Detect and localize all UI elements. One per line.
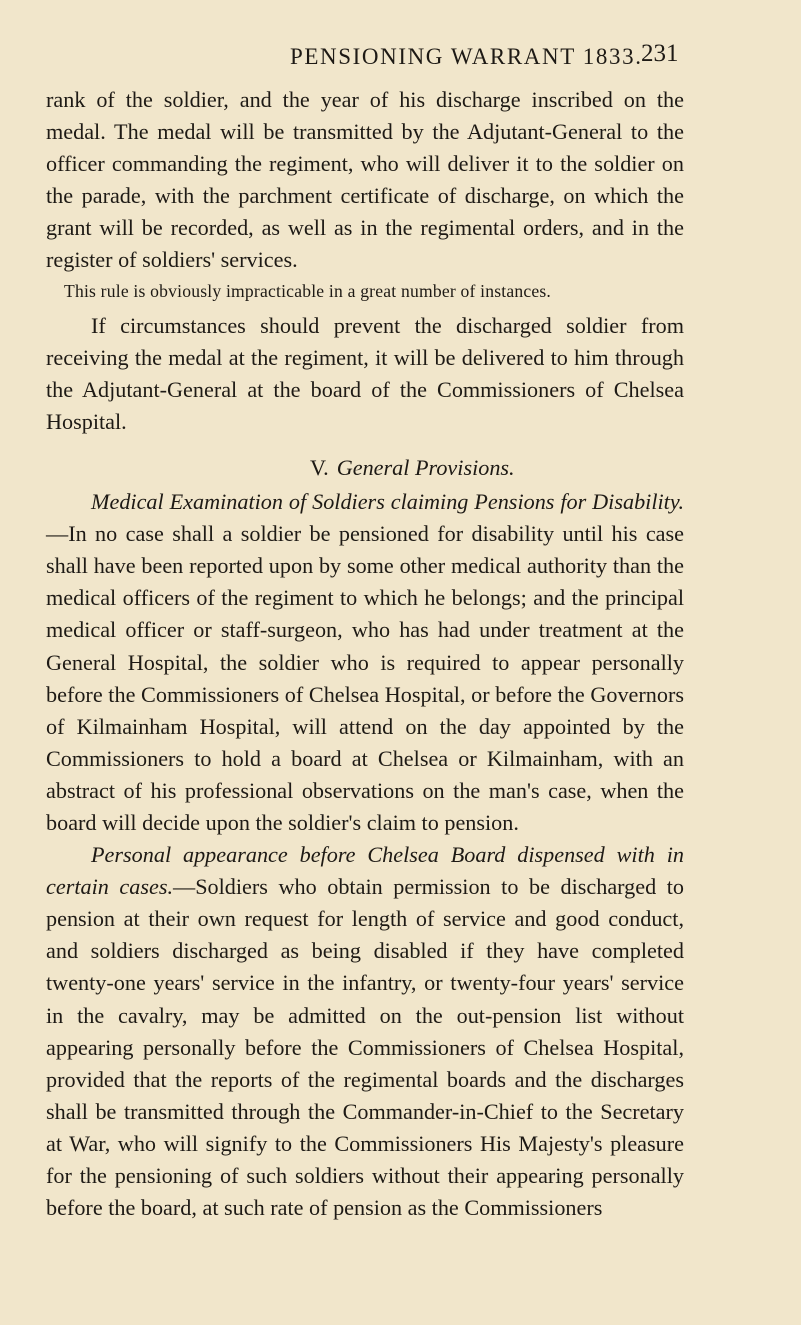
paragraph-medal-fallback: If circumstances should prevent the discharged soldier from receiving the medal at the regiment, it will be delivered to him through the Adjutant-General at the board of the Commissioners of Chelsea Hospital. — [46, 312, 684, 434]
section-heading — [46, 452, 684, 484]
subheading-personal-appearance: Personal appearance before Chelsea Board dispensed with in certain cases. — [46, 842, 684, 900]
em-dash: — — [173, 874, 196, 900]
subheading-medical-examination: Medical Examination of Soldiers claiming Pensions for Disability. — [91, 489, 684, 515]
em-dash: — — [46, 521, 69, 547]
personal-appearance-text: Soldiers who obtain permission to be discharged to pension at their own request for length of service and good conduct, and soldiers discharged as being disabled if they have completed twenty-one years' service in the infantry, or twenty-four years' service in the cavalry, may be admitted on the out-pension list without appearing personally before the Commissioners of Chelsea Hospital, provided that the reports of the regimental boards and the discharges shall be transmitted through the Commander-in-Chief to the Secretary at War, who will signify to the Commissioners His Majesty's pleasure for the pensioning of such soldiers without their appearing personally before the board, at such rate of pension as the Commissioners — [46, 874, 685, 1221]
section-number: V. — [310, 454, 329, 480]
body-text — [46, 84, 684, 1224]
paragraph-personal-appearance — [46, 839, 684, 1224]
footnote-impracticable: This rule is obviously impracticable in a great number of instances. — [64, 280, 552, 301]
medical-examination-text: In no case shall a soldier be pensioned for disability until his case shall have been reported upon by some other medical authority than the medical officers of the regiment to which he belongs; and the principal medical officer or staff-surgeon, who has had under treatment at the General Hospital, the soldier who is required to appear personally before the Commissioners of Chelsea Hospital, or before the Governors of Kilmainham Hospital, will attend on the day appointed by the Commissioners to hold a board at Chelsea or Kilmainham, with an abstract of his professional observations on the man's case, when the board will decide upon the soldier's claim to pension. — [46, 521, 684, 835]
running-title: PENSIONING WARRANT 1833. — [290, 44, 643, 69]
paragraph-medical-examination — [46, 486, 684, 839]
section-title: General Provisions. — [336, 454, 515, 480]
paragraph-medal-delivery: rank of the soldier, and the year of his discharge inscribed on the medal. The medal will be transmitted by the Adjutant-General to the officer commanding the regiment, who will deliver it to the soldier on the parade, with the parchment certificate of discharge, on which the grant will be recorded, as well as in the regimental orders, and in the register of soldiers' services. — [46, 87, 684, 273]
page-number: 231 — [641, 40, 679, 67]
